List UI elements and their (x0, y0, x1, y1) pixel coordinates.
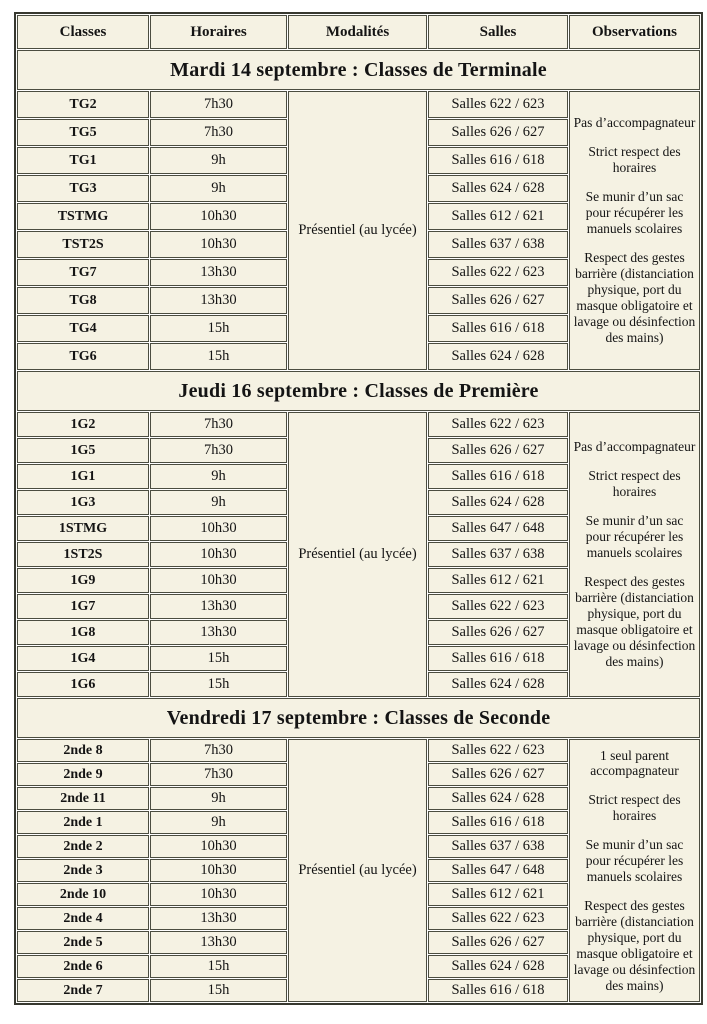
schedule-row (17, 739, 700, 762)
salles-cell: Salles 622 / 623 (428, 739, 568, 762)
salles-cell: Salles 616 / 618 (428, 464, 568, 489)
observation-paragraph: Se munir d’un sac pour récupérer les manuels scolaires (585, 837, 684, 885)
section-title-row (17, 371, 700, 411)
salles-cell: Salles 616 / 618 (428, 315, 568, 342)
column-header-classes: Classes (17, 15, 149, 49)
salles-cell: Salles 616 / 618 (428, 646, 568, 671)
horaire-cell: 9h (150, 811, 287, 834)
observations-cell (569, 739, 700, 1002)
salles-cell: Salles 647 / 648 (428, 859, 568, 882)
observation-paragraph: Strict respect des horaires (588, 468, 681, 500)
horaire-cell: 15h (150, 672, 287, 697)
horaire-cell: 13h30 (150, 287, 287, 314)
salles-cell: Salles 624 / 628 (428, 343, 568, 370)
modalites-cell: Présentiel (au lycée) (288, 739, 427, 1002)
class-cell: 2nde 1 (17, 811, 149, 834)
class-cell: TG4 (17, 315, 149, 342)
horaire-cell: 15h (150, 315, 287, 342)
observation-paragraph: Se munir d’un sac pour récupérer les manuels scolaires (585, 513, 684, 561)
horaire-cell: 9h (150, 787, 287, 810)
horaire-cell: 9h (150, 175, 287, 202)
salles-cell: Salles 612 / 621 (428, 883, 568, 906)
observation-paragraph: Pas d’accompagnateur (573, 115, 696, 131)
salles-cell: Salles 626 / 627 (428, 931, 568, 954)
horaire-cell: 10h30 (150, 568, 287, 593)
horaire-cell: 15h (150, 646, 287, 671)
horaire-cell: 9h (150, 147, 287, 174)
salles-cell: Salles 616 / 618 (428, 979, 568, 1002)
horaire-cell: 10h30 (150, 542, 287, 567)
horaire-cell: 7h30 (150, 119, 287, 146)
horaire-cell: 7h30 (150, 438, 287, 463)
class-cell: 1G5 (17, 438, 149, 463)
section-title: Jeudi 16 septembre : Classes de Première (17, 371, 700, 411)
salles-cell: Salles 622 / 623 (428, 594, 568, 619)
salles-cell: Salles 624 / 628 (428, 175, 568, 202)
observation-paragraph: Respect des gestes barrière (distanciation physique, port du masque obligatoire et lavage ou désinfection des mains) (573, 574, 696, 669)
salles-cell: Salles 637 / 638 (428, 231, 568, 258)
salles-cell: Salles 624 / 628 (428, 955, 568, 978)
class-cell: TSTMG (17, 203, 149, 230)
salles-cell: Salles 624 / 628 (428, 490, 568, 515)
class-cell: 2nde 8 (17, 739, 149, 762)
class-cell: TST2S (17, 231, 149, 258)
class-cell: 1G2 (17, 412, 149, 437)
column-header-modalites: Modalités (288, 15, 427, 49)
schedule-row (17, 412, 700, 437)
section (17, 50, 700, 370)
salles-cell: Salles 616 / 618 (428, 147, 568, 174)
class-cell: 2nde 9 (17, 763, 149, 786)
horaire-cell: 13h30 (150, 259, 287, 286)
horaire-cell: 13h30 (150, 931, 287, 954)
salles-cell: Salles 626 / 627 (428, 620, 568, 645)
class-cell: 1G9 (17, 568, 149, 593)
horaire-cell: 9h (150, 490, 287, 515)
horaire-cell: 13h30 (150, 594, 287, 619)
class-cell: TG3 (17, 175, 149, 202)
class-cell: 1STMG (17, 516, 149, 541)
class-cell: TG8 (17, 287, 149, 314)
modalites-cell: Présentiel (au lycée) (288, 91, 427, 370)
horaire-cell: 7h30 (150, 412, 287, 437)
observations-cell (569, 412, 700, 697)
class-cell: 2nde 7 (17, 979, 149, 1002)
class-cell: TG2 (17, 91, 149, 118)
horaire-cell: 10h30 (150, 859, 287, 882)
class-cell: 1G8 (17, 620, 149, 645)
class-cell: 2nde 4 (17, 907, 149, 930)
schedule-row (17, 91, 700, 118)
salles-cell: Salles 637 / 638 (428, 542, 568, 567)
salles-cell: Salles 624 / 628 (428, 787, 568, 810)
class-cell: 1G7 (17, 594, 149, 619)
class-cell: 1ST2S (17, 542, 149, 567)
horaire-cell: 10h30 (150, 835, 287, 858)
column-header-observations: Observations (569, 15, 700, 49)
horaire-cell: 13h30 (150, 907, 287, 930)
section-title-row (17, 50, 700, 90)
class-cell: 2nde 6 (17, 955, 149, 978)
observation-paragraph: Strict respect des horaires (588, 144, 681, 176)
horaire-cell: 15h (150, 979, 287, 1002)
class-cell: 1G3 (17, 490, 149, 515)
salles-cell: Salles 612 / 621 (428, 568, 568, 593)
observation-paragraph: 1 seul parent accompagnateur (590, 747, 679, 779)
column-header-salles: Salles (428, 15, 568, 49)
horaire-cell: 10h30 (150, 203, 287, 230)
salles-cell: Salles 622 / 623 (428, 412, 568, 437)
observation-paragraph: Respect des gestes barrière (distanciation physique, port du masque obligatoire et lavage ou désinfection des mains) (573, 897, 696, 993)
observation-paragraph: Pas d’accompagnateur (573, 439, 696, 455)
class-cell: 2nde 11 (17, 787, 149, 810)
class-cell: TG6 (17, 343, 149, 370)
class-cell: 2nde 10 (17, 883, 149, 906)
section-title-row (17, 698, 700, 738)
class-cell: TG1 (17, 147, 149, 174)
section (17, 698, 700, 1002)
horaire-cell: 15h (150, 343, 287, 370)
salles-cell: Salles 637 / 638 (428, 835, 568, 858)
observation-paragraph: Se munir d’un sac pour récupérer les manuels scolaires (585, 189, 684, 237)
horaire-cell: 9h (150, 464, 287, 489)
observation-paragraph: Respect des gestes barrière (distanciation physique, port du masque obligatoire et lavage ou désinfection des mains) (573, 250, 696, 345)
salles-cell: Salles 622 / 623 (428, 907, 568, 930)
salles-cell: Salles 622 / 623 (428, 259, 568, 286)
horaire-cell: 7h30 (150, 739, 287, 762)
section-title: Mardi 14 septembre : Classes de Terminale (17, 50, 700, 90)
modalites-cell: Présentiel (au lycée) (288, 412, 427, 697)
section-title: Vendredi 17 septembre : Classes de Seconde (17, 698, 700, 738)
horaire-cell: 7h30 (150, 91, 287, 118)
class-cell: TG5 (17, 119, 149, 146)
salles-cell: Salles 626 / 627 (428, 763, 568, 786)
horaire-cell: 10h30 (150, 231, 287, 258)
class-cell: TG7 (17, 259, 149, 286)
horaire-cell: 10h30 (150, 516, 287, 541)
salles-cell: Salles 624 / 628 (428, 672, 568, 697)
class-cell: 2nde 2 (17, 835, 149, 858)
column-header-horaires: Horaires (150, 15, 287, 49)
salles-cell: Salles 626 / 627 (428, 438, 568, 463)
salles-cell: Salles 626 / 627 (428, 119, 568, 146)
horaire-cell: 10h30 (150, 883, 287, 906)
salles-cell: Salles 616 / 618 (428, 811, 568, 834)
horaire-cell: 15h (150, 955, 287, 978)
class-cell: 1G1 (17, 464, 149, 489)
observations-cell (569, 91, 700, 370)
salles-cell: Salles 626 / 627 (428, 287, 568, 314)
class-cell: 2nde 5 (17, 931, 149, 954)
class-cell: 1G6 (17, 672, 149, 697)
column-header-row (17, 15, 700, 49)
class-cell: 2nde 3 (17, 859, 149, 882)
salles-cell: Salles 622 / 623 (428, 91, 568, 118)
observation-paragraph: Strict respect des horaires (588, 792, 681, 824)
salles-cell: Salles 612 / 621 (428, 203, 568, 230)
schedule-table (14, 12, 703, 1005)
horaire-cell: 13h30 (150, 620, 287, 645)
salles-cell: Salles 647 / 648 (428, 516, 568, 541)
class-cell: 1G4 (17, 646, 149, 671)
section (17, 371, 700, 697)
horaire-cell: 7h30 (150, 763, 287, 786)
